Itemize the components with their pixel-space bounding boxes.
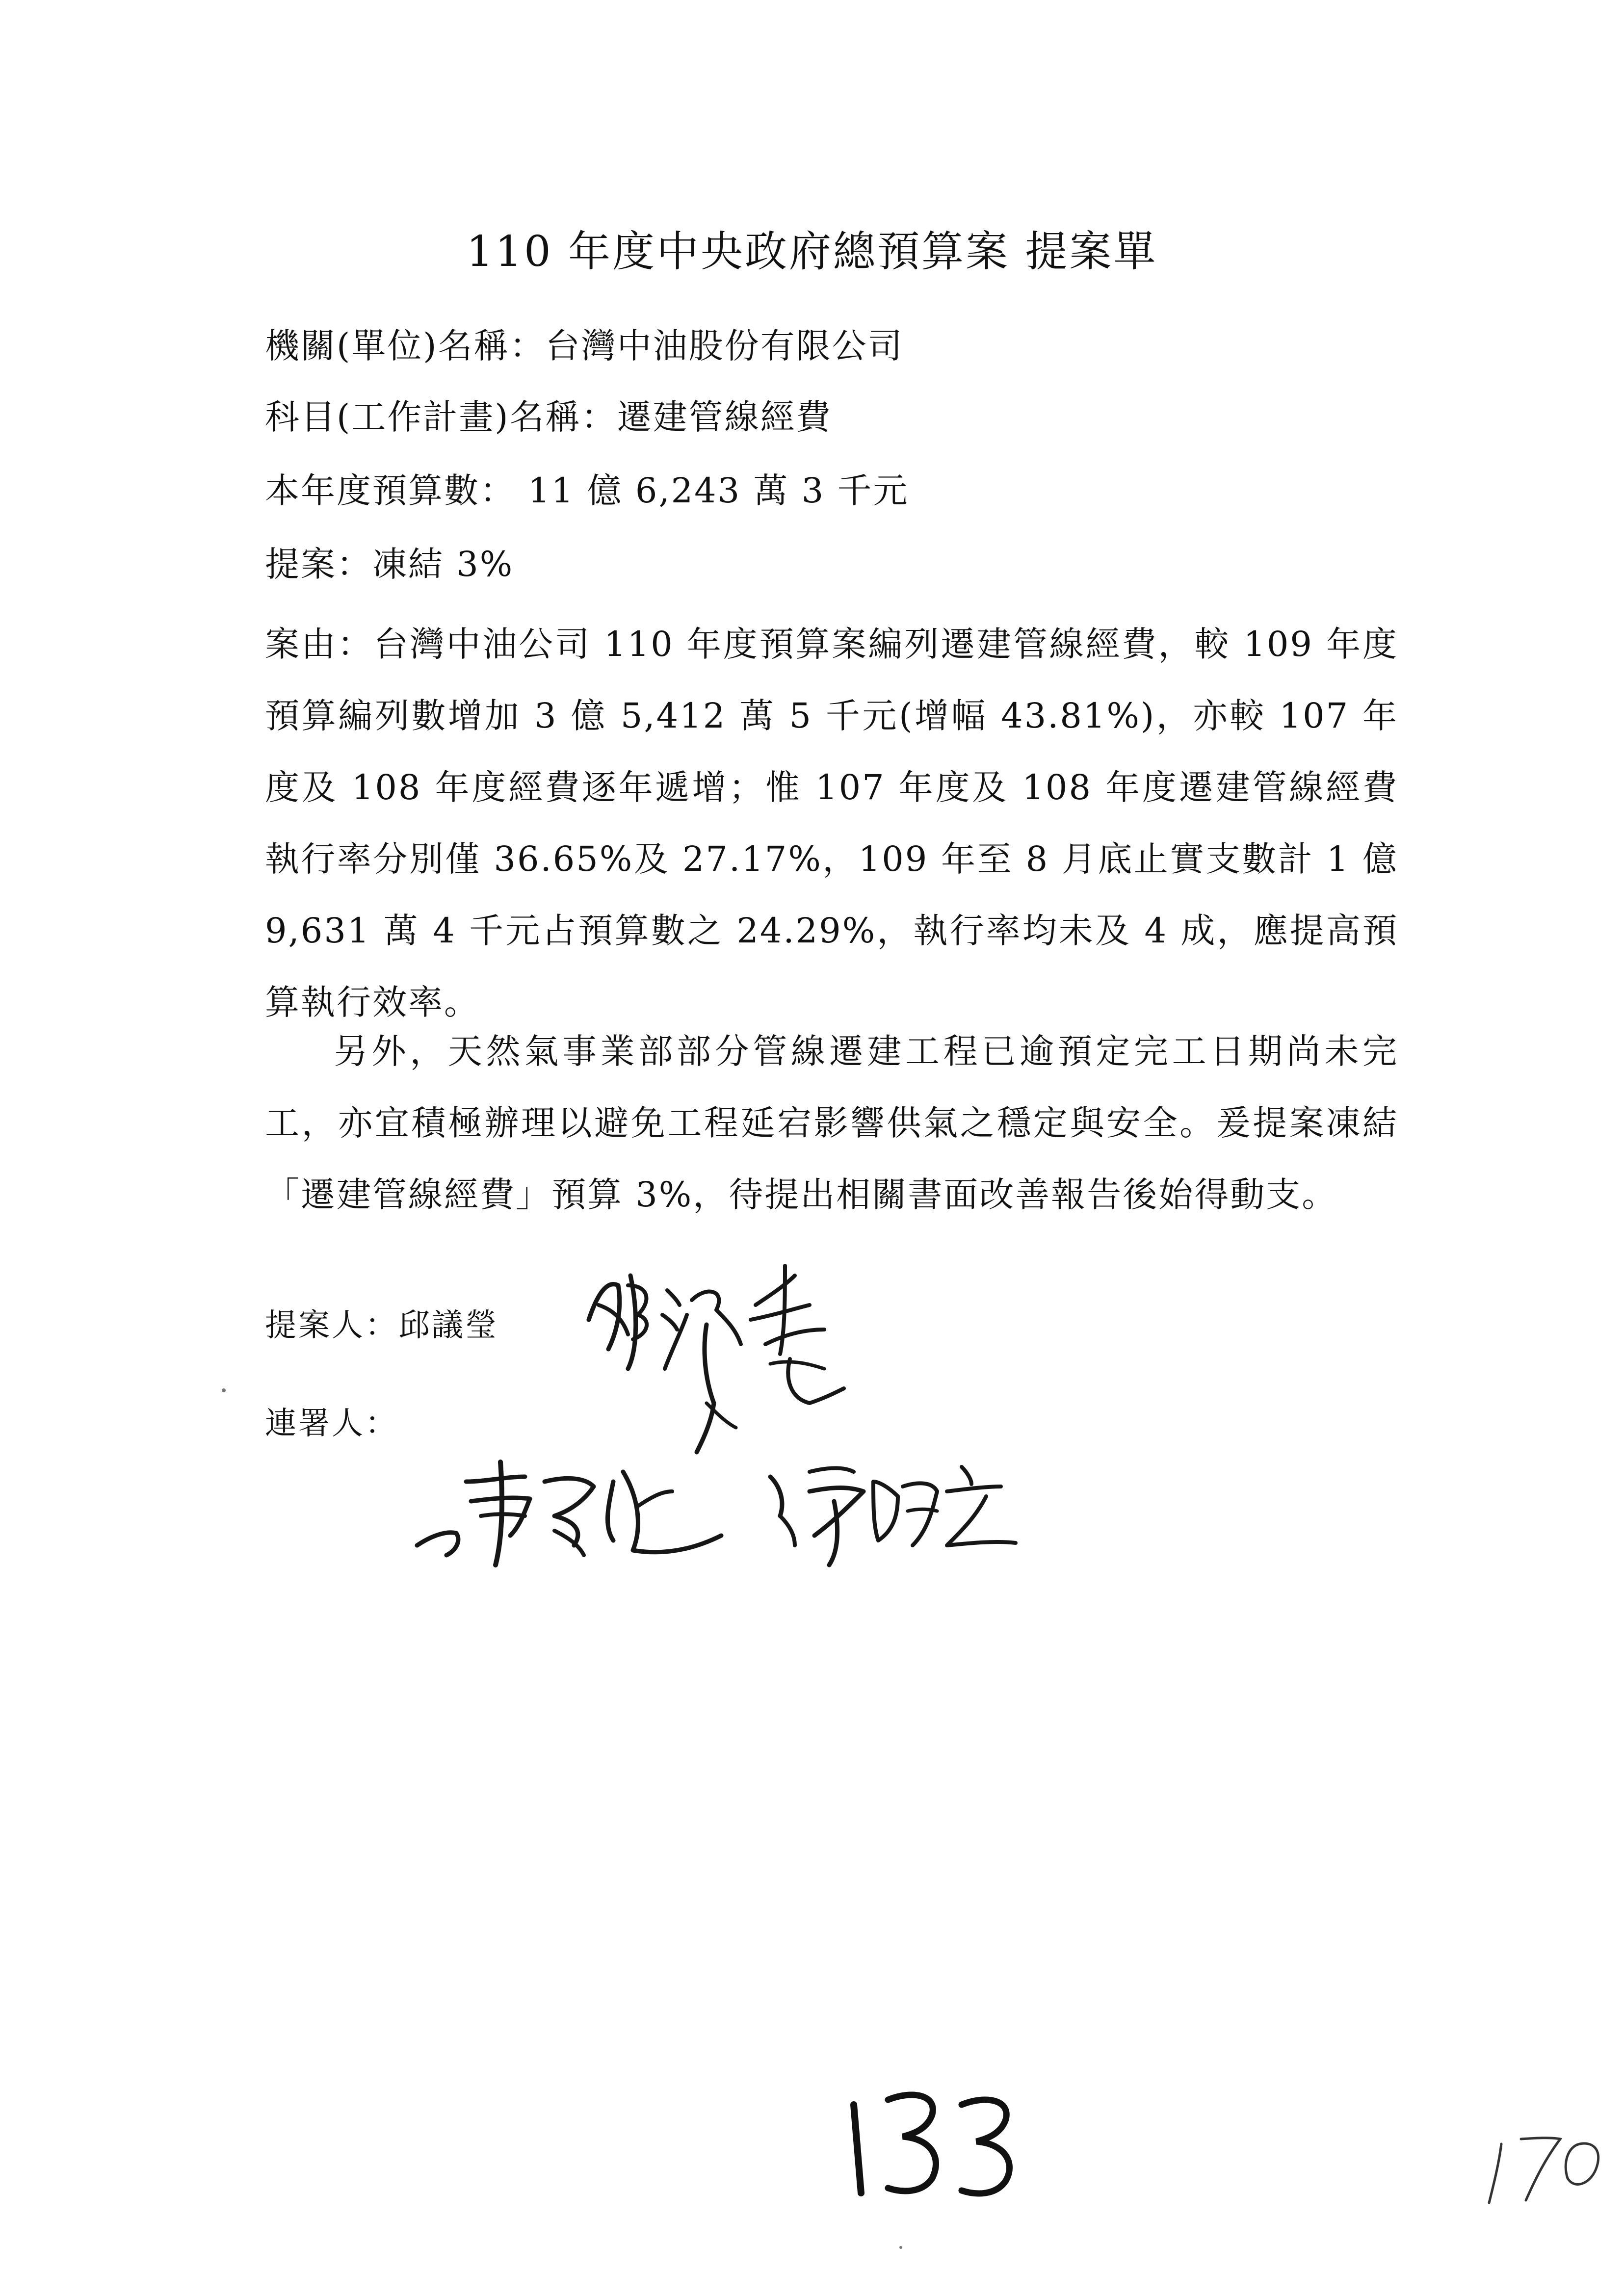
cosigner-signatures: [407, 1452, 1021, 1580]
handwritten-corner-number: [1482, 2119, 1609, 2208]
program-field: [265, 397, 832, 437]
agency-label: 機關(單位)名稱：: [265, 326, 546, 366]
proposal-field: [265, 544, 514, 584]
cosigner-label: 連署人：: [265, 1406, 398, 1442]
reason-label: 案由：: [265, 624, 374, 664]
budget-label: 本年度預算數：: [265, 470, 516, 511]
scan-speck: [222, 1388, 226, 1392]
proposal-label: 提案：: [265, 544, 372, 584]
scan-speck: [899, 2246, 902, 2249]
proposer-name: 邱議瑩: [398, 1307, 498, 1344]
proposer-label: 提案人：: [265, 1307, 398, 1344]
reason-paragraph-2: 另外，天然氣事業部部分管線遷建工程已逾預定完工日期尚未完工，亦宜積極辦理以避免工程延宕影響供氣之穩定與安全。爰提案凍結「遷建管線經費」預算 3%，待提出相關書面改善報告後始得動支。: [265, 1031, 1398, 1215]
handwritten-page-number: [834, 2075, 1040, 2203]
program-value: 遷建管線經費: [617, 397, 832, 437]
document-title: 110 年度中央政府總預算案 提案單: [466, 227, 1158, 276]
proposer-line: [265, 1307, 498, 1344]
agency-value: 台灣中油股份有限公司: [545, 326, 904, 366]
reason-paragraph-1: [265, 608, 1398, 1038]
budget-value: 11 億 6,243 萬 3 千元: [516, 470, 909, 511]
reason-text-1: 台灣中油公司 110 年度預算案編列遷建管線經費，較 109 年度預算編列數增加 3 億 5,412 萬 5 千元(增幅 43.81%)，亦較 107 年度及 108 年度經費逐年遞增；惟 107 年度及 108 年度遷建管線經費執行率分別僅 36.65%及 27.17%，109 年至 8 月底止實支數計 1 億 9,631 萬 4 千元占預算數之 24.29%，執行率均未及 4 成，應提高預算執行效率。: [265, 624, 1398, 1022]
budget-field: [265, 470, 909, 511]
proposal-value: 凍結 3%: [372, 544, 514, 584]
agency-field: [265, 326, 904, 366]
program-label: 科目(工作計畫)名稱：: [265, 397, 617, 437]
proposer-signature: [579, 1256, 854, 1462]
